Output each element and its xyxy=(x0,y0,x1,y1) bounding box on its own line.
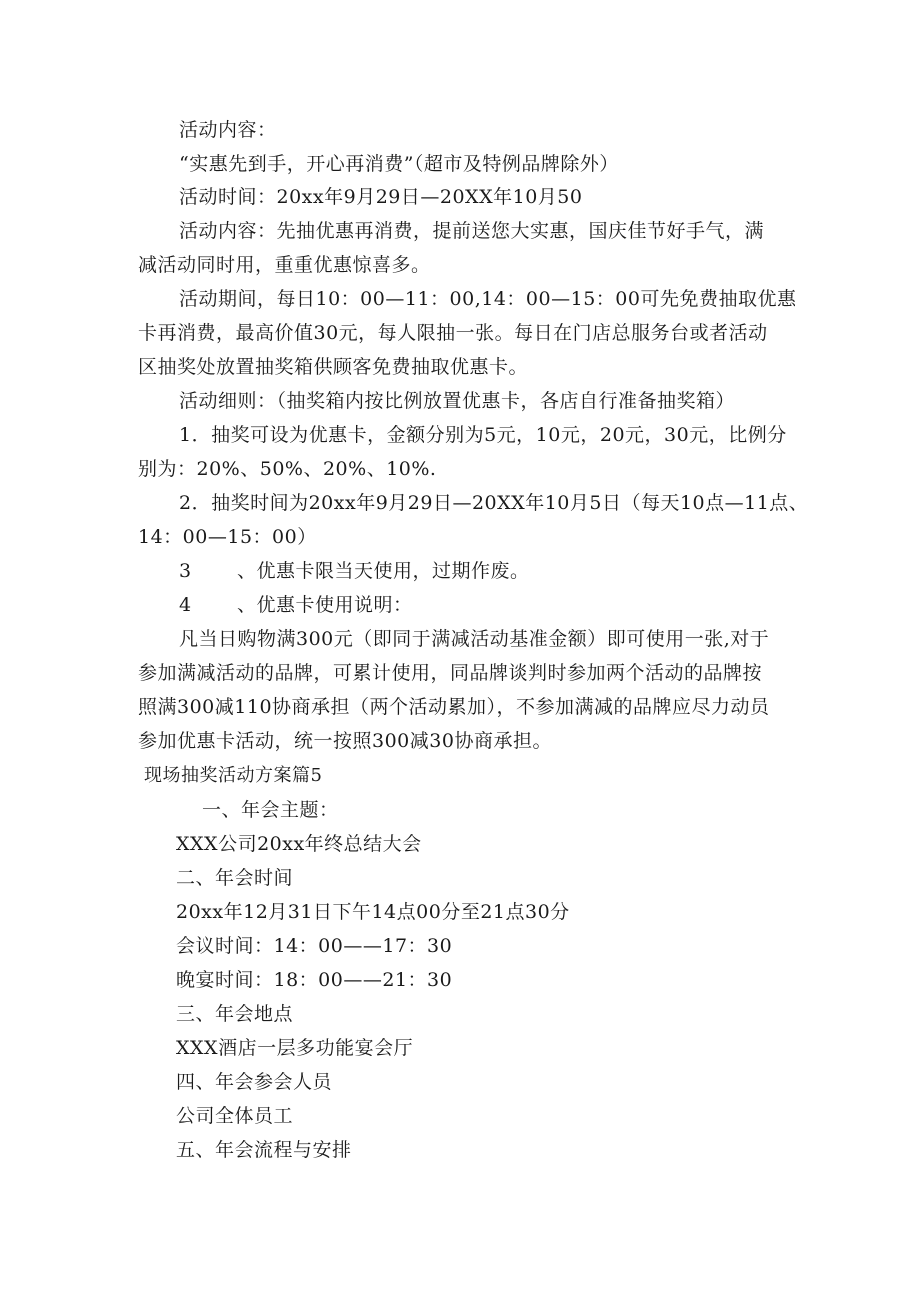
usage-paragraph-line-1: 凡当日购物满300元（即同于满减活动基准金额）即可使用一张,对于 xyxy=(179,628,770,650)
rule-3-text: 、优惠卡限当天使用，过期作废。 xyxy=(237,560,530,582)
rule-1-line-1: 1．抽奖可设为优惠卡，金额分别为5元，10元，20元，30元，比例分 xyxy=(179,424,787,446)
annual-meeting-time-value: 20xx年12月31日下午14点00分至21点30分 xyxy=(176,901,570,923)
dinner-time-line: 晚宴时间：18：00——21：30 xyxy=(176,969,453,991)
usage-paragraph-line-4: 参加优惠卡活动，统一按照300减30协商承担。 xyxy=(138,730,552,752)
content-paragraph-line-1: 活动内容：先抽优惠再消费，提前送您大实惠，国庆佳节好手气，满 xyxy=(179,220,765,242)
annual-meeting-time-heading: 二、年会时间 xyxy=(176,867,294,889)
rule-4-text: 、优惠卡使用说明： xyxy=(237,594,413,616)
agenda-heading: 五、年会流程与安排 xyxy=(176,1139,352,1161)
annual-meeting-theme-heading: 一、年会主题： xyxy=(202,799,339,821)
usage-paragraph-line-2: 参加满减活动的品牌，可累计使用，同品牌谈判时参加两个活动的品牌按 xyxy=(138,662,763,684)
attendees-value: 公司全体员工 xyxy=(176,1105,294,1127)
period-paragraph-line-1: 活动期间，每日10：00—11：00,14：00—15：00可先免费抽取优惠 xyxy=(179,288,797,310)
rule-2-line-1: 2．抽奖时间为20xx年9月29日—20XX年10月5日（每天10点—11点、 xyxy=(179,492,809,514)
slogan-line: “实惠先到手，开心再消费”（超市及特例品牌除外） xyxy=(179,153,619,175)
period-paragraph-line-3: 区抽奖处放置抽奖箱供顾客免费抽取优惠卡。 xyxy=(138,356,529,378)
period-paragraph-line-2: 卡再消费，最高价值30元，每人限抽一张。每日在门店总服务台或者活动 xyxy=(138,322,768,344)
rule-1-line-2: 别为：20%、50%、20%、10%. xyxy=(138,458,437,480)
activity-content-label: 活动内容： xyxy=(179,119,277,141)
annual-meeting-venue-heading: 三、年会地点 xyxy=(176,1003,294,1025)
attendees-heading: 四、年会参会人员 xyxy=(176,1071,333,1093)
usage-paragraph-line-3: 照满300减110协商承担（两个活动累加），不参加满减的品牌应尽力动员 xyxy=(138,696,770,718)
meeting-time-line: 会议时间：14：00——17：30 xyxy=(176,935,453,957)
content-paragraph-line-2: 减活动同时用，重重优惠惊喜多。 xyxy=(138,254,431,276)
rule-4-number: 4 xyxy=(179,594,192,616)
annual-meeting-venue-value: XXX酒店一层多功能宴会厅 xyxy=(176,1037,414,1059)
rule-3-number: 3 xyxy=(179,560,192,582)
section-title: 现场抽奖活动方案篇5 xyxy=(144,765,323,786)
rule-2-line-2: 14：00—15：00） xyxy=(138,526,317,548)
rules-heading: 活动细则：（抽奖箱内按比例放置优惠卡，各店自行准备抽奖箱） xyxy=(179,390,736,412)
activity-time-line: 活动时间：20xx年9月29日—20XX年10月50 xyxy=(179,186,583,208)
annual-meeting-theme-value: XXX公司20xx年终总结大会 xyxy=(176,833,422,855)
